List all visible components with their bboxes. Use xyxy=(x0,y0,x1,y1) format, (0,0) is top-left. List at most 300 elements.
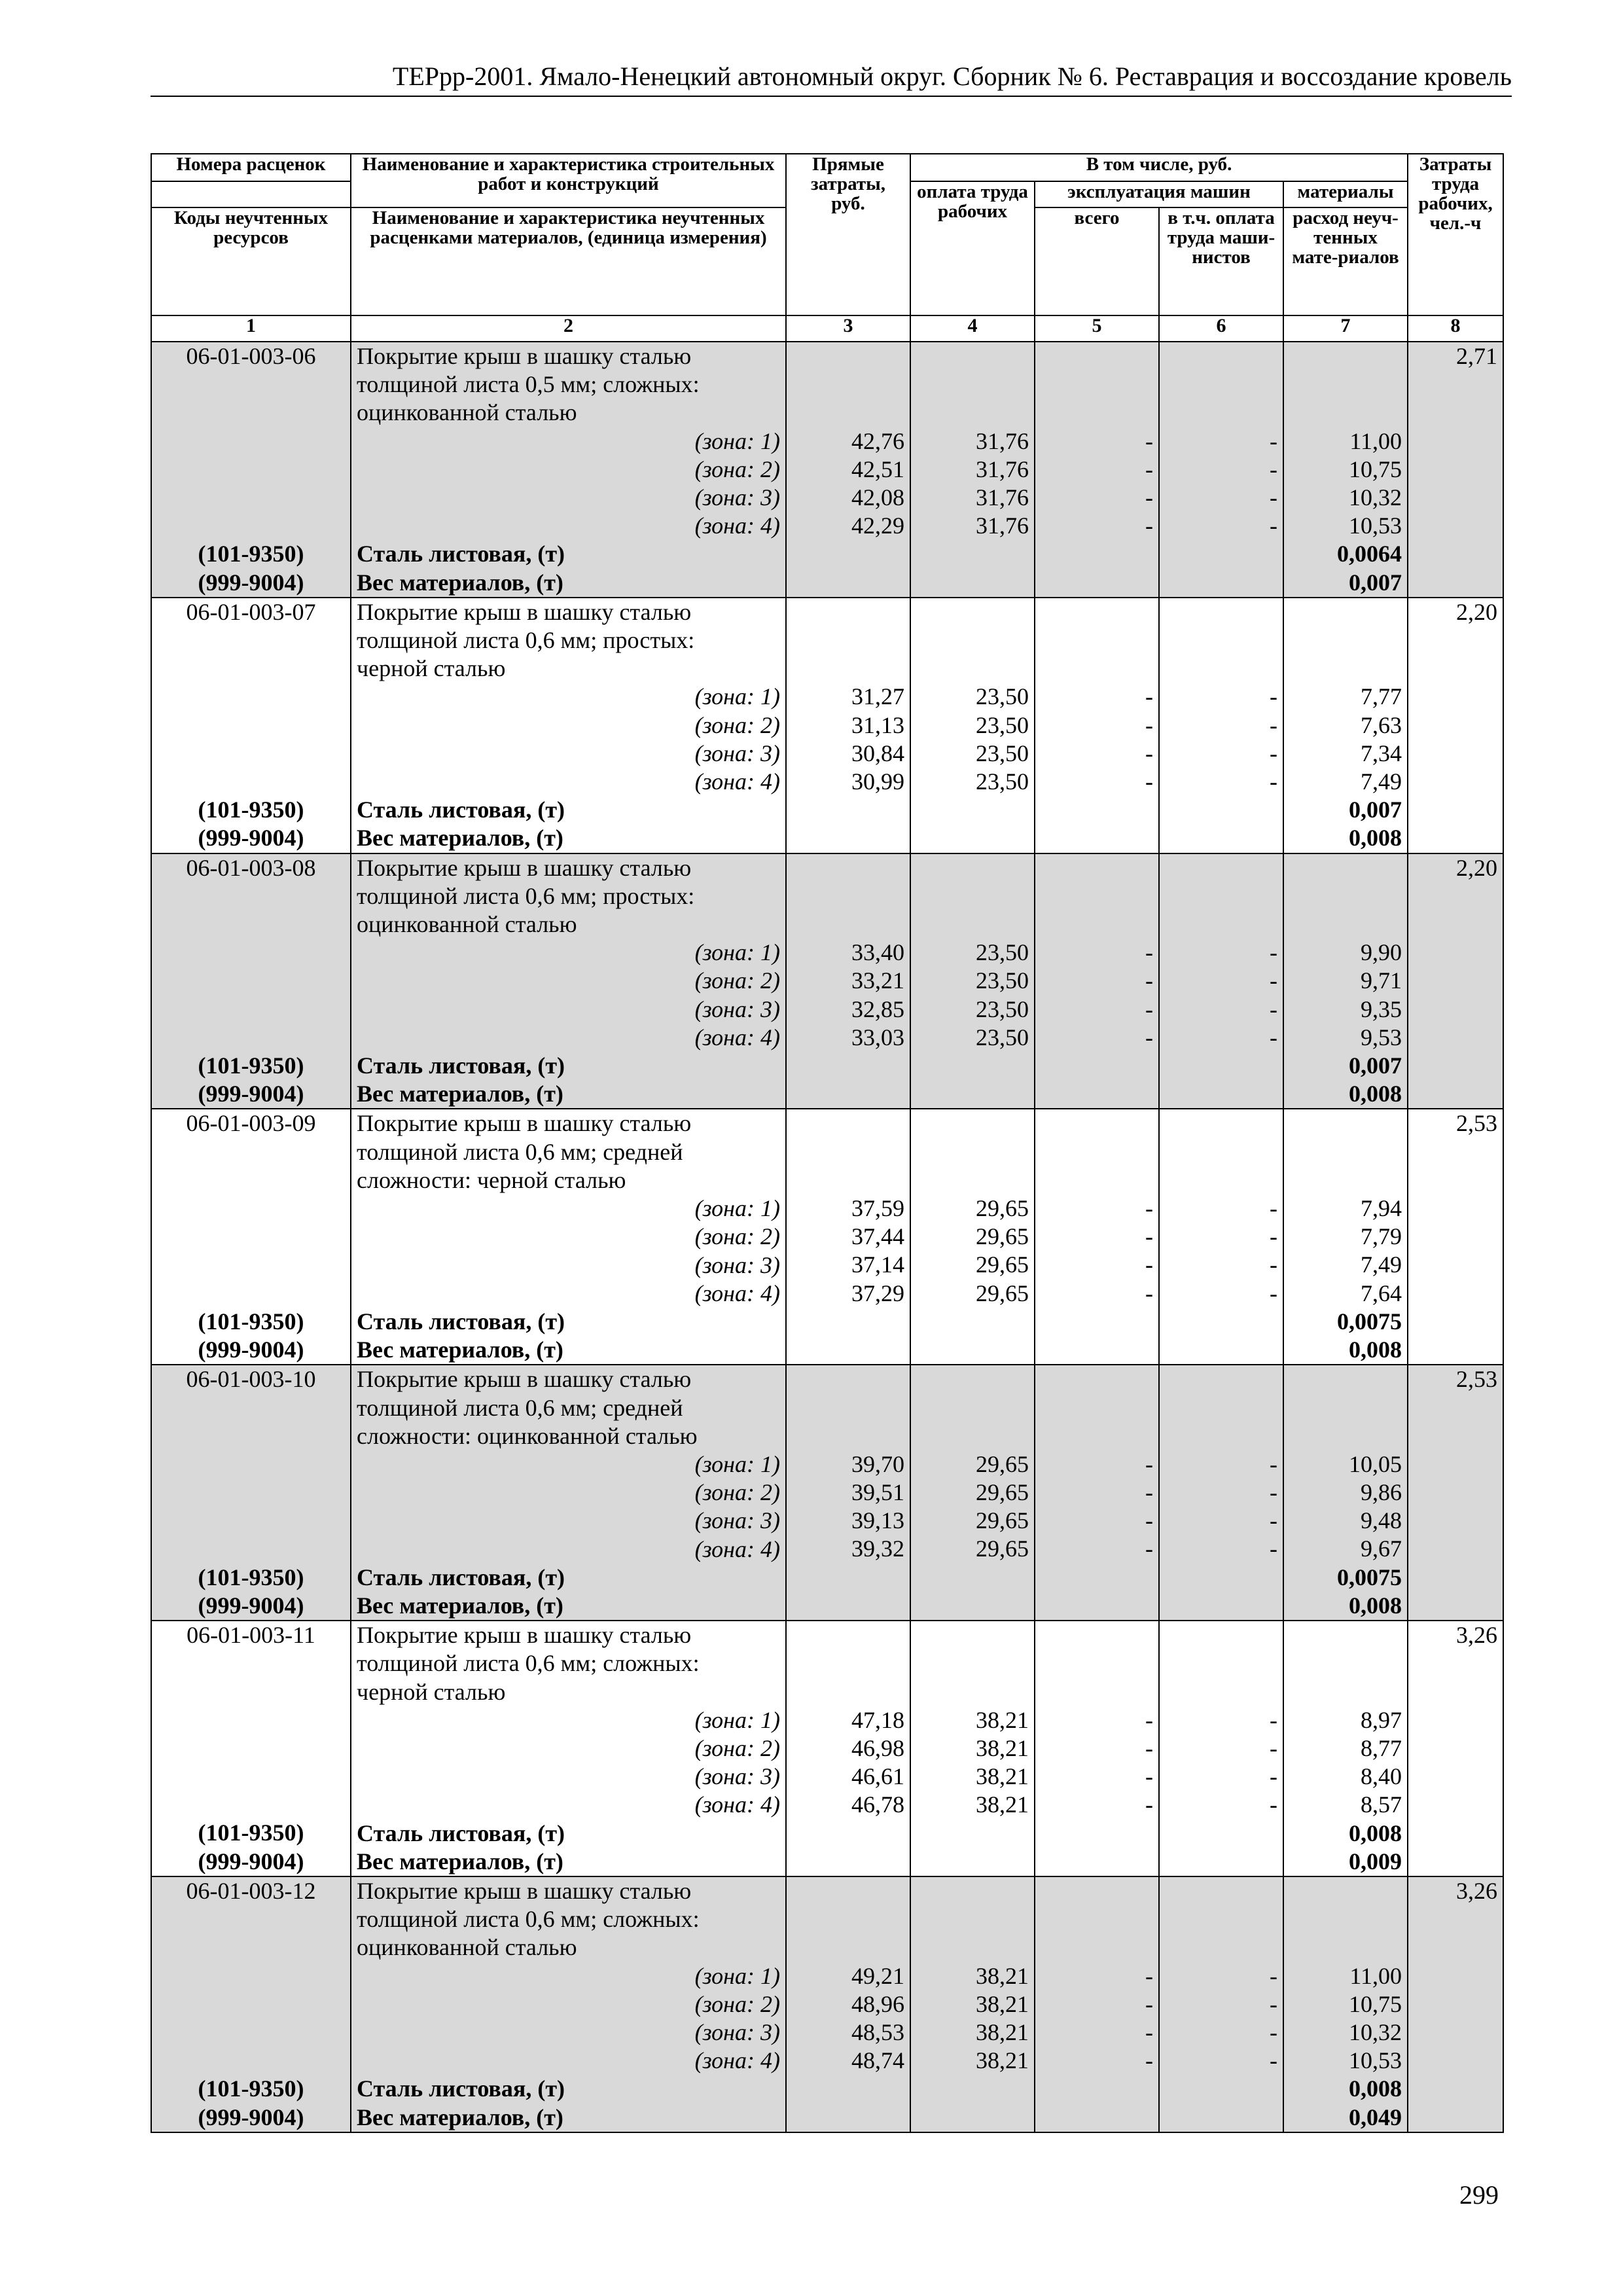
machine-total-value: - xyxy=(1145,484,1153,511)
labor-costs-value: 3,26 xyxy=(1456,1622,1498,1649)
machinist-pay-value: - xyxy=(1270,711,1277,738)
machinist-pay-value-cell xyxy=(1159,598,1283,853)
labor-pay-value: 23,50 xyxy=(976,768,1029,795)
labor-costs-value: 2,71 xyxy=(1456,343,1498,369)
labor-pay-value: 31,76 xyxy=(976,456,1029,482)
blank-line xyxy=(916,1422,1029,1450)
machinist-pay-value: - xyxy=(1270,740,1277,766)
machinist-pay-value: - xyxy=(1270,1507,1277,1534)
blank-line xyxy=(916,1905,1029,1933)
blank-line xyxy=(157,1734,345,1763)
machinist-pay-value: - xyxy=(1270,512,1277,539)
blank-line xyxy=(916,882,1029,910)
blank-line xyxy=(792,882,904,910)
column-number: 8 xyxy=(1408,315,1503,342)
blank-line xyxy=(1041,655,1153,683)
material-value: 7,64 xyxy=(1361,1280,1402,1306)
blank-line xyxy=(157,1138,345,1166)
blank-line xyxy=(792,1109,904,1138)
direct-cost-value: 42,29 xyxy=(851,512,904,539)
blank-line xyxy=(916,1621,1029,1649)
blank-line xyxy=(1041,1678,1153,1706)
resource-quantity: 0,008 xyxy=(1349,1336,1402,1363)
blank-line xyxy=(157,655,345,683)
zone-label: (зона: 1) xyxy=(694,1450,780,1477)
machinist-pay-value: - xyxy=(1270,1962,1277,1989)
blank-line xyxy=(1041,882,1153,910)
machine-total-value: - xyxy=(1145,1450,1153,1477)
blank-line xyxy=(1289,626,1402,655)
blank-line xyxy=(1165,854,1277,882)
resource-name: Сталь листовая, (т) xyxy=(357,2075,565,2102)
resource-name: Сталь листовая, (т) xyxy=(357,1052,565,1079)
blank-line xyxy=(157,1194,345,1223)
machinist-pay-value: - xyxy=(1270,1223,1277,1250)
blank-line xyxy=(1165,1649,1277,1677)
zone-label: (зона: 1) xyxy=(694,1962,780,1989)
labor-pay-value: 29,65 xyxy=(976,1450,1029,1477)
header-rate-numbers-filler xyxy=(151,181,351,207)
machine-total-value: - xyxy=(1145,967,1153,994)
blank-line xyxy=(1041,1649,1153,1677)
blank-line xyxy=(1041,342,1153,370)
blank-line xyxy=(1165,1109,1277,1138)
blank-line xyxy=(157,1962,345,1990)
direct-cost-value: 48,96 xyxy=(851,1990,904,2017)
blank-line xyxy=(916,1394,1029,1422)
resource-code: (101-9350) xyxy=(198,1820,304,1846)
labor-pay-value-cell xyxy=(910,1109,1035,1365)
blank-line xyxy=(157,1706,345,1734)
blank-line xyxy=(157,1507,345,1535)
resource-code: (999-9004) xyxy=(198,1081,304,1107)
material-value: 10,05 xyxy=(1349,1450,1402,1477)
blank-line xyxy=(157,768,345,796)
machine-total-value: - xyxy=(1145,1507,1153,1534)
column-numbers-row xyxy=(151,315,1503,342)
header-including: В том числе, руб. xyxy=(910,154,1408,181)
labor-pay-value: 29,65 xyxy=(976,1251,1029,1278)
zone-label: (зона: 4) xyxy=(694,2047,780,2074)
resource-quantity: 0,009 xyxy=(1349,1848,1402,1874)
direct-cost-value: 33,21 xyxy=(851,967,904,994)
blank-line xyxy=(792,1649,904,1677)
blank-line xyxy=(792,370,904,399)
blank-line xyxy=(1165,626,1277,655)
blank-line xyxy=(1289,1905,1402,1933)
zone-label: (зона: 4) xyxy=(694,1024,780,1050)
material-value: 10,53 xyxy=(1349,2047,1402,2074)
material-value: 10,75 xyxy=(1349,456,1402,482)
blank-line xyxy=(1289,1649,1402,1677)
blank-line xyxy=(157,1422,345,1450)
zone-label: (зона: 4) xyxy=(694,768,780,795)
machinist-pay-value: - xyxy=(1270,2018,1277,2045)
resource-name: Сталь листовая, (т) xyxy=(357,1564,565,1590)
description-line: сложности: черной сталью xyxy=(357,1166,626,1193)
resource-code: (101-9350) xyxy=(198,797,304,823)
machine-total-value: - xyxy=(1145,2047,1153,2074)
direct-cost-value: 30,84 xyxy=(851,740,904,766)
zone-label: (зона: 1) xyxy=(694,427,780,454)
resource-code: (101-9350) xyxy=(198,541,304,567)
material-value-cell xyxy=(1283,342,1408,598)
zone-label: (зона: 4) xyxy=(694,1280,780,1306)
header-total: всего xyxy=(1035,207,1159,315)
resource-code: (999-9004) xyxy=(198,569,304,596)
blank-line xyxy=(916,854,1029,882)
labor-costs-value: 3,26 xyxy=(1456,1877,1498,1904)
blank-line xyxy=(1289,1394,1402,1422)
blank-line xyxy=(916,399,1029,427)
machine-total-value-cell xyxy=(1035,1365,1159,1621)
labor-pay-value: 23,50 xyxy=(976,1024,1029,1050)
direct-cost-value: 37,44 xyxy=(851,1223,904,1250)
description-line: черной сталью xyxy=(357,1678,506,1705)
resource-name: Вес материалов, (т) xyxy=(357,1848,563,1874)
machine-total-value: - xyxy=(1145,740,1153,766)
blank-line xyxy=(916,1365,1029,1393)
machine-total-value: - xyxy=(1145,1479,1153,1506)
description-cell xyxy=(351,1876,786,2132)
blank-line xyxy=(157,1678,345,1706)
direct-cost-value: 42,51 xyxy=(851,456,904,482)
blank-line xyxy=(1041,1166,1153,1194)
zone-label: (зона: 2) xyxy=(694,1223,780,1250)
blank-line xyxy=(792,1166,904,1194)
header-unaccounted-materials: расход неуч-тенных мате-риалов xyxy=(1283,207,1408,315)
table-row xyxy=(151,342,1503,598)
description-line: Покрытие крыш в шашку сталью xyxy=(357,1110,692,1137)
material-value: 9,53 xyxy=(1361,1024,1402,1050)
material-value: 7,49 xyxy=(1361,768,1402,795)
material-value: 8,77 xyxy=(1361,1734,1402,1761)
direct-cost-value: 42,08 xyxy=(851,484,904,511)
resource-quantity: 0,049 xyxy=(1349,2104,1402,2130)
blank-line xyxy=(792,1933,904,1962)
blank-line xyxy=(1289,1933,1402,1962)
direct-cost-value-cell xyxy=(786,342,910,598)
machine-total-value: - xyxy=(1145,939,1153,966)
zone-label: (зона: 2) xyxy=(694,967,780,994)
labor-costs-cell xyxy=(1408,1365,1503,1621)
blank-line xyxy=(1289,910,1402,939)
rate-code: 06-01-003-12 xyxy=(186,1877,316,1904)
zone-label: (зона: 3) xyxy=(694,484,780,511)
blank-line xyxy=(1289,1365,1402,1393)
blank-line xyxy=(157,2018,345,2047)
material-value: 9,90 xyxy=(1361,939,1402,966)
blank-line xyxy=(1289,1678,1402,1706)
resource-name: Вес материалов, (т) xyxy=(357,1081,563,1107)
blank-line xyxy=(916,1166,1029,1194)
machine-total-value: - xyxy=(1145,1535,1153,1562)
labor-pay-value-cell xyxy=(910,1365,1035,1621)
labor-costs-cell xyxy=(1408,1876,1503,2132)
blank-line xyxy=(916,1933,1029,1962)
machinist-pay-value-cell xyxy=(1159,342,1283,598)
blank-line xyxy=(157,910,345,939)
blank-line xyxy=(792,1422,904,1450)
labor-pay-value: 23,50 xyxy=(976,967,1029,994)
resource-code: (101-9350) xyxy=(198,1308,304,1335)
direct-cost-value-cell xyxy=(786,1621,910,1876)
labor-pay-value: 38,21 xyxy=(976,1990,1029,2017)
material-value-cell xyxy=(1283,598,1408,853)
material-value: 10,32 xyxy=(1349,484,1402,511)
material-value: 7,79 xyxy=(1361,1223,1402,1250)
resource-code: (101-9350) xyxy=(198,1564,304,1590)
table-row xyxy=(151,1876,1503,2132)
description-line: толщиной листа 0,6 мм; простых: xyxy=(357,882,695,909)
blank-line xyxy=(157,882,345,910)
blank-line xyxy=(1165,370,1277,399)
blank-line xyxy=(916,655,1029,683)
blank-line xyxy=(916,370,1029,399)
zone-label: (зона: 3) xyxy=(694,1507,780,1534)
resource-code: (101-9350) xyxy=(198,2075,304,2102)
machinist-pay-value: - xyxy=(1270,1195,1277,1222)
resource-code: (999-9004) xyxy=(198,1848,304,1874)
machinist-pay-value: - xyxy=(1270,1990,1277,2017)
direct-cost-value: 46,78 xyxy=(851,1791,904,1818)
blank-line xyxy=(916,1109,1029,1138)
resource-name: Вес материалов, (т) xyxy=(357,1336,563,1363)
machinist-pay-value: - xyxy=(1270,1450,1277,1477)
labor-pay-value-cell xyxy=(910,598,1035,853)
blank-line xyxy=(916,626,1029,655)
direct-cost-value: 39,70 xyxy=(851,1450,904,1477)
machinist-pay-value-cell xyxy=(1159,1365,1283,1621)
machinist-pay-value: - xyxy=(1270,939,1277,966)
column-number: 2 xyxy=(351,315,786,342)
description-cell xyxy=(351,1365,786,1621)
direct-cost-value: 39,51 xyxy=(851,1479,904,1506)
blank-line xyxy=(792,854,904,882)
blank-line xyxy=(1289,342,1402,370)
blank-line xyxy=(1289,1138,1402,1166)
header-codes: Коды неучтенных ресурсов xyxy=(151,207,351,315)
blank-line xyxy=(1289,1422,1402,1450)
machine-total-value: - xyxy=(1145,1251,1153,1278)
description-line: Покрытие крыш в шашку сталью xyxy=(357,343,692,369)
machinist-pay-value: - xyxy=(1270,1479,1277,1506)
blank-line xyxy=(1041,1933,1153,1962)
resource-name: Сталь листовая, (т) xyxy=(357,541,565,567)
blank-line xyxy=(1041,1394,1153,1422)
direct-cost-value: 42,76 xyxy=(851,427,904,454)
material-value: 7,94 xyxy=(1361,1195,1402,1222)
zone-label: (зона: 1) xyxy=(694,939,780,966)
resource-quantity: 0,008 xyxy=(1349,1592,1402,1619)
header-labor-costs: Затраты труда рабочих, чел.-ч xyxy=(1408,154,1503,315)
material-value: 8,57 xyxy=(1361,1791,1402,1818)
blank-line xyxy=(792,910,904,939)
labor-pay-value: 23,50 xyxy=(976,939,1029,966)
machinist-pay-value: - xyxy=(1270,1280,1277,1306)
blank-line xyxy=(157,1763,345,1791)
blank-line xyxy=(1289,655,1402,683)
column-number: 5 xyxy=(1035,315,1159,342)
machine-total-value: - xyxy=(1145,1962,1153,1989)
zone-label: (зона: 3) xyxy=(694,1251,780,1278)
labor-pay-value-cell xyxy=(910,342,1035,598)
header-direct-costs: Прямые затраты, руб. xyxy=(786,154,910,315)
blank-line xyxy=(157,456,345,484)
labor-pay-value: 31,76 xyxy=(976,512,1029,539)
material-value: 9,35 xyxy=(1361,996,1402,1022)
labor-pay-value: 38,21 xyxy=(976,1734,1029,1761)
table-row xyxy=(151,598,1503,853)
blank-line xyxy=(157,2047,345,2075)
direct-cost-value: 39,13 xyxy=(851,1507,904,1534)
zone-label: (зона: 3) xyxy=(694,996,780,1022)
resource-quantity: 0,0075 xyxy=(1337,1308,1402,1335)
column-number: 3 xyxy=(786,315,910,342)
direct-cost-value-cell xyxy=(786,1365,910,1621)
description-line: Покрытие крыш в шашку сталью xyxy=(357,1622,692,1649)
direct-cost-value: 30,99 xyxy=(851,768,904,795)
machine-total-value: - xyxy=(1145,456,1153,482)
direct-cost-value: 31,27 xyxy=(851,683,904,710)
blank-line xyxy=(157,1535,345,1563)
resource-code: (999-9004) xyxy=(198,825,304,852)
machine-total-value: - xyxy=(1145,1706,1153,1733)
resource-code: (999-9004) xyxy=(198,1336,304,1363)
direct-cost-value: 33,40 xyxy=(851,939,904,966)
labor-pay-value-cell xyxy=(910,1621,1035,1876)
labor-costs-cell xyxy=(1408,853,1503,1109)
blank-line xyxy=(157,1933,345,1962)
blank-line xyxy=(1165,598,1277,626)
labor-pay-value: 38,21 xyxy=(976,1791,1029,1818)
resource-quantity: 0,008 xyxy=(1349,2075,1402,2102)
rate-code-cell xyxy=(151,598,351,853)
blank-line xyxy=(1165,1905,1277,1933)
table-row xyxy=(151,1621,1503,1876)
description-line: толщиной листа 0,6 мм; простых: xyxy=(357,627,695,654)
blank-line xyxy=(1165,882,1277,910)
blank-line xyxy=(157,370,345,399)
zone-label: (зона: 1) xyxy=(694,1706,780,1733)
blank-line xyxy=(1165,1422,1277,1450)
material-value: 7,63 xyxy=(1361,711,1402,738)
rate-code: 06-01-003-08 xyxy=(186,854,316,881)
labor-pay-value: 29,65 xyxy=(976,1507,1029,1534)
blank-line xyxy=(1165,1394,1277,1422)
blank-line xyxy=(916,910,1029,939)
labor-pay-value: 23,50 xyxy=(976,683,1029,710)
material-value: 9,71 xyxy=(1361,967,1402,994)
table-row xyxy=(151,853,1503,1109)
rate-code: 06-01-003-07 xyxy=(186,598,316,625)
machine-total-value: - xyxy=(1145,1990,1153,2017)
description-cell xyxy=(351,342,786,598)
blank-line xyxy=(1165,1365,1277,1393)
blank-line xyxy=(916,1678,1029,1706)
machinist-pay-value: - xyxy=(1270,1706,1277,1733)
blank-line xyxy=(1165,1933,1277,1962)
description-line: черной сталью xyxy=(357,655,506,682)
blank-line xyxy=(1041,370,1153,399)
column-number: 1 xyxy=(151,315,351,342)
direct-cost-value: 31,13 xyxy=(851,711,904,738)
machinist-pay-value: - xyxy=(1270,1763,1277,1790)
material-value: 8,40 xyxy=(1361,1763,1402,1790)
labor-pay-value-cell xyxy=(910,853,1035,1109)
direct-cost-value-cell xyxy=(786,1876,910,2132)
direct-cost-value: 49,21 xyxy=(851,1962,904,1989)
blank-line xyxy=(1041,598,1153,626)
description-cell xyxy=(351,853,786,1109)
description-line: Покрытие крыш в шашку сталью xyxy=(357,598,692,625)
rate-code-cell xyxy=(151,1621,351,1876)
description-line: оцинкованной сталью xyxy=(357,1934,577,1961)
description-line: сложности: оцинкованной сталью xyxy=(357,1422,698,1449)
machinist-pay-value: - xyxy=(1270,1024,1277,1050)
machinist-pay-value: - xyxy=(1270,427,1277,454)
material-value: 10,32 xyxy=(1349,2018,1402,2045)
zone-label: (зона: 4) xyxy=(694,1535,780,1562)
blank-line xyxy=(1289,598,1402,626)
labor-pay-value: 23,50 xyxy=(976,711,1029,738)
machine-total-value: - xyxy=(1145,683,1153,710)
direct-cost-value: 37,59 xyxy=(851,1195,904,1222)
machinist-pay-value: - xyxy=(1270,683,1277,710)
blank-line xyxy=(792,626,904,655)
machinist-pay-value-cell xyxy=(1159,1621,1283,1876)
machine-total-value: - xyxy=(1145,1223,1153,1250)
blank-line xyxy=(1165,1621,1277,1649)
description-line: Покрытие крыш в шашку сталью xyxy=(357,854,692,881)
labor-pay-value: 23,50 xyxy=(976,740,1029,766)
labor-costs-cell xyxy=(1408,1621,1503,1876)
blank-line xyxy=(792,1621,904,1649)
material-value: 7,77 xyxy=(1361,683,1402,710)
resource-quantity: 0,008 xyxy=(1349,1820,1402,1846)
direct-cost-value: 39,32 xyxy=(851,1535,904,1562)
resource-name: Вес материалов, (т) xyxy=(357,825,563,852)
blank-line xyxy=(157,1450,345,1479)
machine-total-value: - xyxy=(1145,2018,1153,2045)
material-value: 10,53 xyxy=(1349,512,1402,539)
labor-pay-value: 23,50 xyxy=(976,996,1029,1022)
machine-total-value: - xyxy=(1145,1734,1153,1761)
header-machine-operation: эксплуатация машин xyxy=(1035,181,1283,207)
direct-cost-value: 46,98 xyxy=(851,1734,904,1761)
blank-line xyxy=(1041,1621,1153,1649)
zone-label: (зона: 1) xyxy=(694,683,780,710)
material-value-cell xyxy=(1283,853,1408,1109)
machine-total-value-cell xyxy=(1035,1876,1159,2132)
blank-line xyxy=(1041,1365,1153,1393)
labor-pay-value-cell xyxy=(910,1876,1035,2132)
blank-line xyxy=(1041,854,1153,882)
machine-total-value: - xyxy=(1145,1024,1153,1050)
labor-costs-cell xyxy=(1408,598,1503,853)
page-number: 299 xyxy=(1459,2180,1499,2210)
blank-line xyxy=(1165,342,1277,370)
blank-line xyxy=(157,1251,345,1279)
rates-table xyxy=(151,153,1504,2133)
blank-line xyxy=(1041,1138,1153,1166)
labor-pay-value: 38,21 xyxy=(976,2018,1029,2045)
labor-pay-value: 38,21 xyxy=(976,1706,1029,1733)
blank-line xyxy=(1041,626,1153,655)
description-line: Покрытие крыш в шашку сталью xyxy=(357,1877,692,1904)
description-line: толщиной листа 0,6 мм; сложных: xyxy=(357,1906,700,1933)
machinist-pay-value: - xyxy=(1270,1791,1277,1818)
